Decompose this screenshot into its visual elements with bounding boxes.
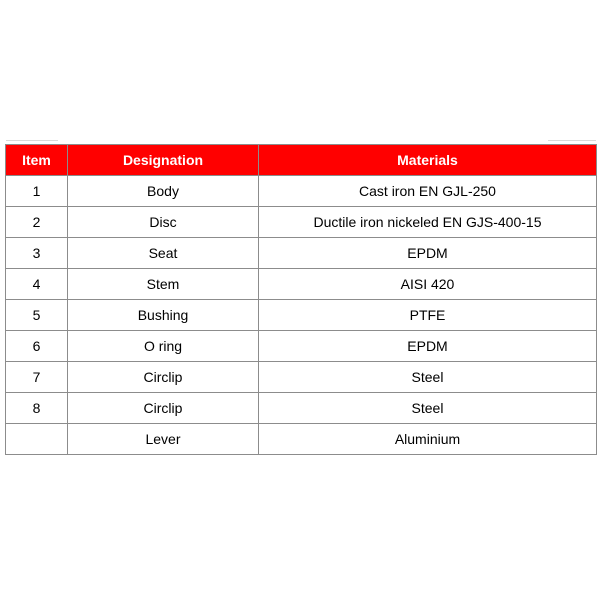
table-row: [6, 362, 597, 393]
cell-designation: Disc: [68, 207, 259, 238]
cell-material: Steel: [259, 393, 597, 424]
cell-designation: Circlip: [68, 393, 259, 424]
table-row: [6, 300, 597, 331]
cell-designation: Seat: [68, 238, 259, 269]
cell-item: 1: [6, 176, 68, 207]
cell-designation: Bushing: [68, 300, 259, 331]
table-row: [6, 238, 597, 269]
divider-line-left: [6, 140, 58, 141]
cell-material: Steel: [259, 362, 597, 393]
cell-item: 6: [6, 331, 68, 362]
cell-material: PTFE: [259, 300, 597, 331]
cell-item: 2: [6, 207, 68, 238]
cell-material: EPDM: [259, 238, 597, 269]
table-header: [6, 145, 597, 176]
cell-item: 5: [6, 300, 68, 331]
cell-material: AISI 420: [259, 269, 597, 300]
cell-item: 8: [6, 393, 68, 424]
cell-material: Ductile iron nickeled EN GJS-400-15: [259, 207, 597, 238]
divider-line-right: [548, 140, 596, 141]
table-row: [6, 424, 597, 455]
cell-item: [6, 424, 68, 455]
column-header-materials: Materials: [259, 145, 597, 176]
cell-designation: Stem: [68, 269, 259, 300]
materials-table: [5, 144, 597, 455]
cell-item: 3: [6, 238, 68, 269]
cell-item: 4: [6, 269, 68, 300]
column-header-item: Item: [6, 145, 68, 176]
table-row: [6, 176, 597, 207]
cell-material: EPDM: [259, 331, 597, 362]
table-row: [6, 207, 597, 238]
table-row: [6, 331, 597, 362]
cell-item: 7: [6, 362, 68, 393]
cell-designation: Circlip: [68, 362, 259, 393]
cell-material: Cast iron EN GJL-250: [259, 176, 597, 207]
cell-designation: Body: [68, 176, 259, 207]
table-row: [6, 269, 597, 300]
table-row: [6, 393, 597, 424]
header-row: [6, 145, 597, 176]
cell-designation: Lever: [68, 424, 259, 455]
cell-material: Aluminium: [259, 424, 597, 455]
cell-designation: O ring: [68, 331, 259, 362]
table-body: [6, 176, 597, 455]
column-header-designation: Designation: [68, 145, 259, 176]
